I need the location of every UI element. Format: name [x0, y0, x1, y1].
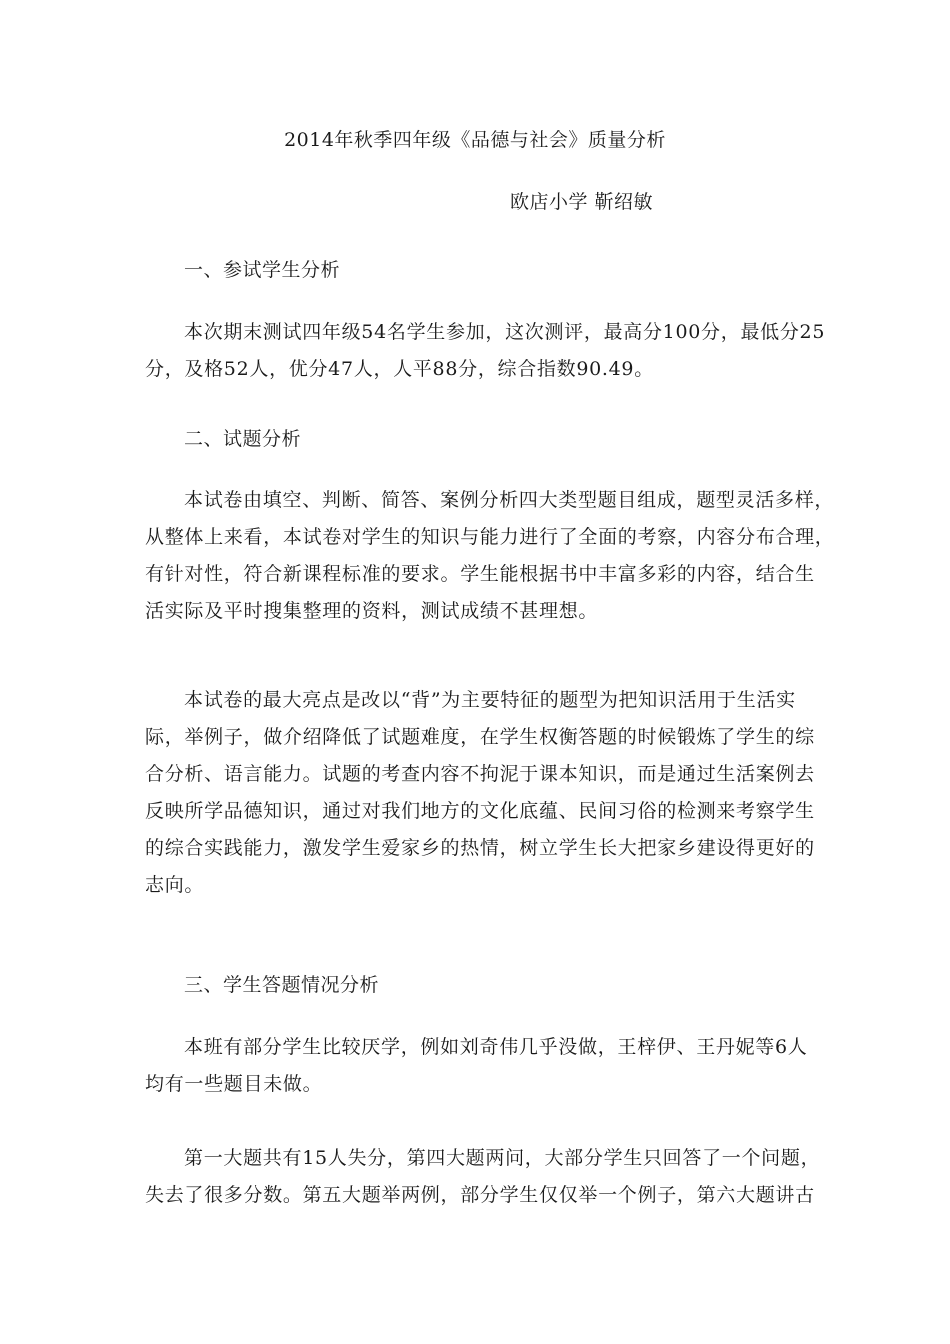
text-line: 有针对性，符合新课程标准的要求。学生能根据书中丰富多彩的内容，结合生 — [145, 563, 815, 585]
section-heading-3: 三、学生答题情况分析 — [184, 974, 380, 996]
section-heading-2: 二、试题分析 — [184, 428, 302, 450]
text-line: 第一大题共有15人失分，第四大题两问，大部分学生只回答了一个问题， — [184, 1147, 821, 1169]
text-line: 的综合实践能力，激发学生爱家乡的热情，树立学生长大把家乡建设得更好的 — [145, 837, 815, 859]
section-3-paragraph-2 — [145, 1140, 821, 1214]
text-line: 活实际及平时搜集整理的资料，测试成绩不甚理想。 — [145, 600, 599, 622]
document-author: 欧店小学 靳绍敏 — [510, 191, 654, 213]
text-line: 本班有部分学生比较厌学，例如刘奇伟几乎没做，王梓伊、王丹妮等6人 — [184, 1036, 808, 1058]
text-line: 际，举例子，做介绍降低了试题难度，在学生权衡答题的时候锻炼了学生的综 — [145, 726, 815, 748]
section-2-paragraph-1 — [145, 482, 835, 630]
text-line: 反映所学品德知识，通过对我们地方的文化底蕴、民间习俗的检测来考察学生 — [145, 800, 815, 822]
text-line: 志向。 — [145, 874, 205, 896]
text-line: 本次期末测试四年级54名学生参加，这次测评，最高分100分，最低分25 — [184, 321, 826, 343]
text-line: 合分析、语言能力。试题的考查内容不拘泥于课本知识，而是通过生活案例去 — [145, 763, 815, 785]
text-line: 从整体上来看，本试卷对学生的知识与能力进行了全面的考察，内容分布合理， — [145, 526, 835, 548]
text-line: 失去了很多分数。第五大题举两例，部分学生仅仅举一个例子，第六大题讲古 — [145, 1184, 815, 1206]
document-title: 2014年秋季四年级《品德与社会》质量分析 — [284, 129, 666, 151]
text-line: 均有一些题目未做。 — [145, 1073, 323, 1095]
text-line: 分，及格52人，优分47人，人平88分，综合指数90.49。 — [145, 358, 654, 380]
section-heading-1: 一、参试学生分析 — [184, 259, 341, 281]
section-3-paragraph-1 — [145, 1029, 807, 1103]
section-2-paragraph-2 — [145, 682, 815, 904]
section-1-paragraph-1 — [145, 314, 826, 388]
text-line: 本试卷的最大亮点是改以“背”为主要特征的题型为把知识活用于生活实 — [184, 689, 796, 711]
text-line: 本试卷由填空、判断、简答、案例分析四大类型题目组成，题型灵活多样， — [184, 489, 835, 511]
